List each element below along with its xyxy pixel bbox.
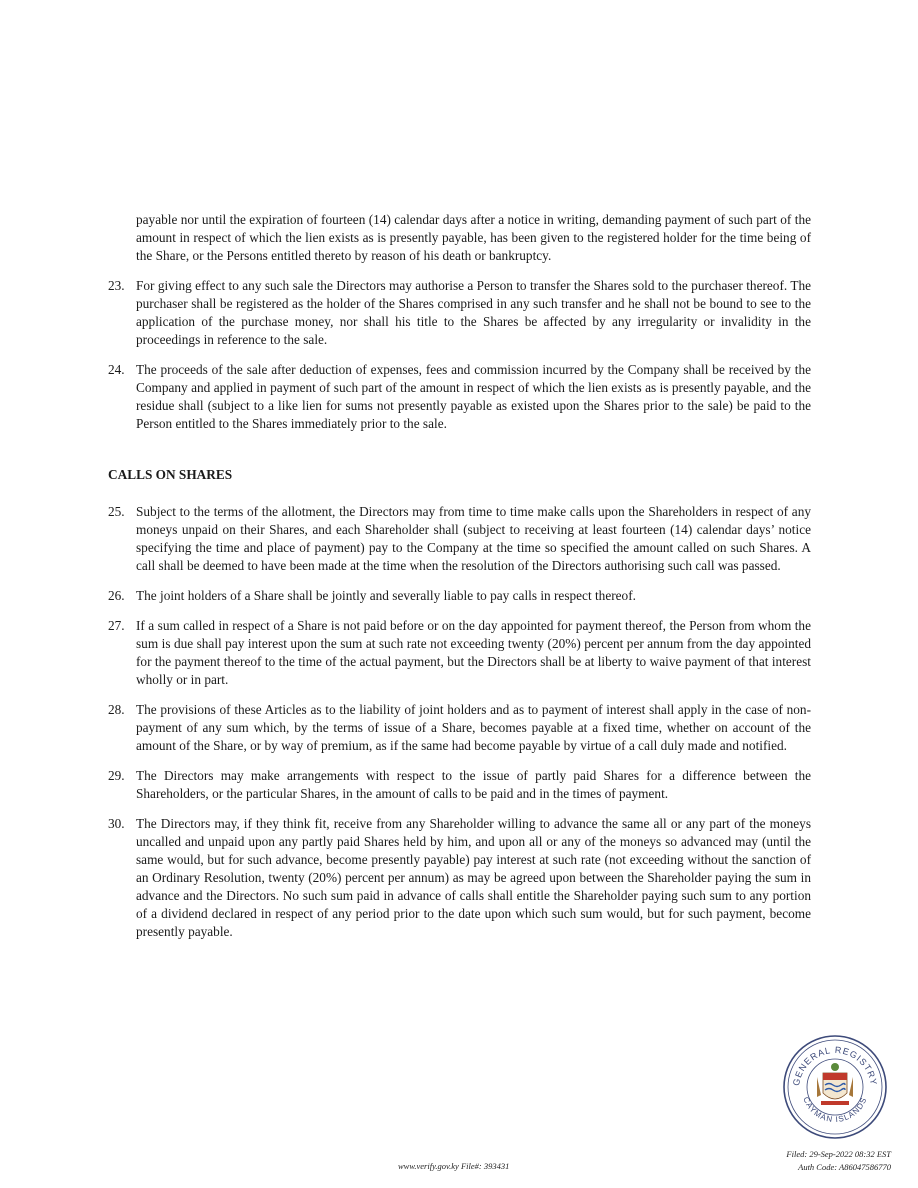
clause-text: The joint holders of a Share shall be jointly and severally liable to pay calls in respect thereof. [136, 588, 636, 603]
footer-verify-url: www.verify.gov.ky File#: 393431 [398, 1161, 510, 1171]
document-body [108, 211, 811, 953]
clause-29 [108, 767, 811, 803]
clause-text: Subject to the terms of the allotment, the Directors may from time to time make calls upon the Shareholders in respect of any moneys unpaid on their Shares, and each Shareholder shall (subject to receiving at least fourteen (14) calendar days’ notice specifying the time and place of payment) pay to the Company at the time so specified the amount called on such Shares. A call shall be deemed to have been made at the time when the resolution of the Directors authorising such call was passed. [136, 504, 811, 573]
clause-24 [108, 361, 811, 433]
clause-25 [108, 503, 811, 575]
clause-number: 28. [108, 702, 125, 717]
continuation-paragraph: payable nor until the expiration of fourteen (14) calendar days after a notice in writing, demanding payment of such part of the amount in respect of which the lien exists as is presently payable, has been given to the registered holder for the time being of the Share, or the Persons entitled thereto by reason of his death or bankruptcy. [136, 212, 811, 263]
clause-number: 25. [108, 504, 125, 519]
clause-text: The proceeds of the sale after deduction of expenses, fees and commission incurred by the Company shall be received by the Company and applied in payment of such part of the amount in respect of which the lien exists as is presently payable, and the residue shall (subject to a like lien for sums not presently payable as existed upon the Shares prior to the sale) be paid to the Person entitled to the Shares immediately prior to the sale. [136, 362, 811, 431]
clause-number: 26. [108, 588, 125, 603]
clause-27 [108, 617, 811, 689]
seal-top-text: GENERAL REGISTRY [791, 1044, 879, 1087]
auth-code: Auth Code: A86047586770 [798, 1162, 891, 1172]
section-heading: CALLS ON SHARES [108, 467, 233, 482]
clause-text: The provisions of these Articles as to the liability of joint holders and as to payment of interest shall apply in the case of non-payment of any sum which, by the terms of issue of a Share, becomes payable at a fixed time, whether on account of the amount of the Share, or by way of premium, as if the same had become payable by virtue of a call duly made and notified. [136, 702, 811, 753]
clause-30 [108, 815, 811, 941]
clause-28 [108, 701, 811, 755]
clause-text: For giving effect to any such sale the Directors may authorise a Person to transfer the Shares sold to the purchaser thereof. The purchaser shall be registered as the holder of the Shares comprised in any such transfer and he shall not be bound to see to the application of the purchase money, nor shall his title to the Shares be affected by any irregularity or invalidity in the proceedings in reference to the sale. [136, 278, 811, 347]
clause-number: 29. [108, 768, 125, 783]
clause-23 [108, 277, 811, 349]
clause-number: 23. [108, 278, 125, 293]
clause-number: 24. [108, 362, 125, 377]
clause-text: The Directors may make arrangements with respect to the issue of partly paid Shares for a difference between the Shareholders, or the particular Shares, in the amount of calls to be paid and in the times of payment. [136, 768, 811, 801]
filed-date: Filed: 29-Sep-2022 08:32 EST [786, 1149, 891, 1159]
clause-number: 27. [108, 618, 125, 633]
clause-number: 30. [108, 816, 125, 831]
clause-text: The Directors may, if they think fit, receive from any Shareholder willing to advance the same all or any part of the moneys uncalled and unpaid upon any partly paid Shares held by him, and upon all or any of the moneys so advanced may (until the same would, but for such advance, become presently payable) pay interest at such rate (not exceeding without the sanction of an Ordinary Resolution, twenty (20%) percent per annum) as may be agreed upon between the Shareholder paying the sum in advance and the Directors. No such sum paid in advance of calls shall entitle the Shareholder paying such sum to any portion of a dividend declared in respect of any period prior to the date upon which such sum would, but for such payment, become presently payable. [136, 816, 811, 939]
footer-filing-info [786, 1148, 891, 1174]
seal-bottom-text: CAYMAN ISLANDS [801, 1095, 869, 1124]
general-registry-seal [781, 1033, 889, 1141]
coat-of-arms-icon [817, 1063, 853, 1105]
clause-26 [108, 587, 811, 605]
clause-text: If a sum called in respect of a Share is not paid before or on the day appointed for payment thereof, the Person from whom the sum is due shall pay interest upon the sum at such rate not exceeding twenty (20%) percent per annum from the day appointed for the payment thereof to the time of the actual payment, but the Directors shall be at liberty to waive payment of that interest wholly or in part. [136, 618, 811, 687]
